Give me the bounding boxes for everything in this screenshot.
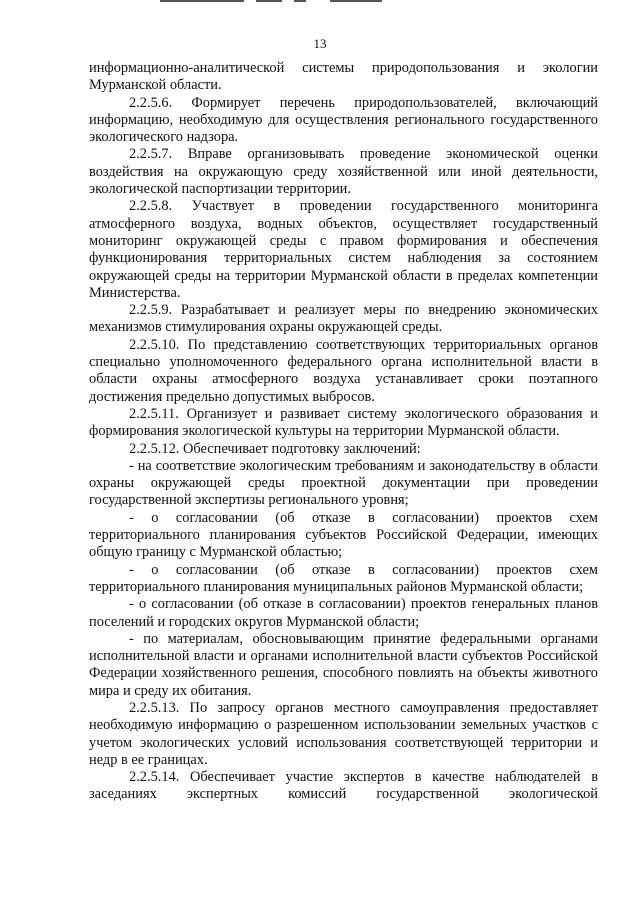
- paragraph: информационно-аналитической системы природопользования и экологии Мурманской области.: [89, 60, 598, 94]
- paragraph: 2.2.5.14. Обеспечивает участие экспертов в качестве наблюдателей в заседаниях экспертных комиссий государственной экологической: [89, 769, 598, 803]
- paragraph: 2.2.5.8. Участвует в проведении государственного мониторинга атмосферного воздуха, водных объектов, осуществляет государственный мониторинг окружающей среды с правом формирования и обеспечения функционирования территориальных систем наблюдения за состоянием окружающей среды на территории Мурманской области в пределах компетенции Министерства.: [89, 198, 598, 301]
- header-rule: [294, 0, 306, 2]
- header-rule: [160, 0, 244, 2]
- page-number: 13: [313, 36, 327, 51]
- paragraph: 2.2.5.9. Разрабатывает и реализует меры по внедрению экономических механизмов стимулирования охраны окружающей среды.: [89, 302, 598, 336]
- paragraph: 2.2.5.7. Вправе организовывать проведение экономической оценки воздействия на окружающую среду хозяйственной или иной деятельности, экологической паспортизации территории.: [89, 146, 598, 198]
- header-rule: [330, 0, 382, 2]
- header-rule: [256, 0, 282, 2]
- paragraph: - о согласовании (об отказе в согласовании) проектов схем территориального планирования муниципальных районов Мурманской области;: [89, 561, 598, 595]
- paragraph: 2.2.5.6. Формирует перечень природопользователей, включающий информацию, необходимую для осуществления регионального государственного экологического надзора.: [89, 94, 598, 146]
- paragraph: 2.2.5.10. По представлению соответствующих территориальных органов специально уполномоченного федерального органа исполнительной власти в области охраны атмосферного воздуха устанавливает сроки поэтапного достижения предельно допустимых выбросов.: [89, 336, 598, 405]
- document-body: [89, 60, 598, 804]
- paragraph: - на соответствие экологическим требованиям и законодательству в области охраны окружающей среды проектной документации при проведении государственной экспертизы регионального уровня;: [89, 457, 598, 509]
- paragraph: 2.2.5.12. Обеспечивает подготовку заключений:: [129, 440, 421, 457]
- paragraph: - о согласовании (об отказе в согласовании) проектов генеральных планов поселений и городских округов Мурманской области;: [89, 596, 598, 630]
- paragraph: 2.2.5.13. По запросу органов местного самоуправления предоставляет необходимую информацию о разрешенном использовании земельных участков с учетом экологических условий использования соответствующей территории и недр в ее границах.: [89, 699, 598, 768]
- paragraph: - о согласовании (об отказе в согласовании) проектов схем территориального планирования субъектов Российской Федерации, имеющих общую границу с Мурманской областью;: [89, 509, 598, 561]
- paragraph: - по материалам, обосновывающим принятие федеральными органами исполнительной власти и органами исполнительной власти субъектов Российской Федерации хозяйственного решения, способного повлиять на объекты животного мира и среду их обитания.: [89, 630, 598, 699]
- paragraph: 2.2.5.11. Организует и развивает систему экологического образования и формирования экологической культуры на территории Мурманской области.: [89, 405, 598, 440]
